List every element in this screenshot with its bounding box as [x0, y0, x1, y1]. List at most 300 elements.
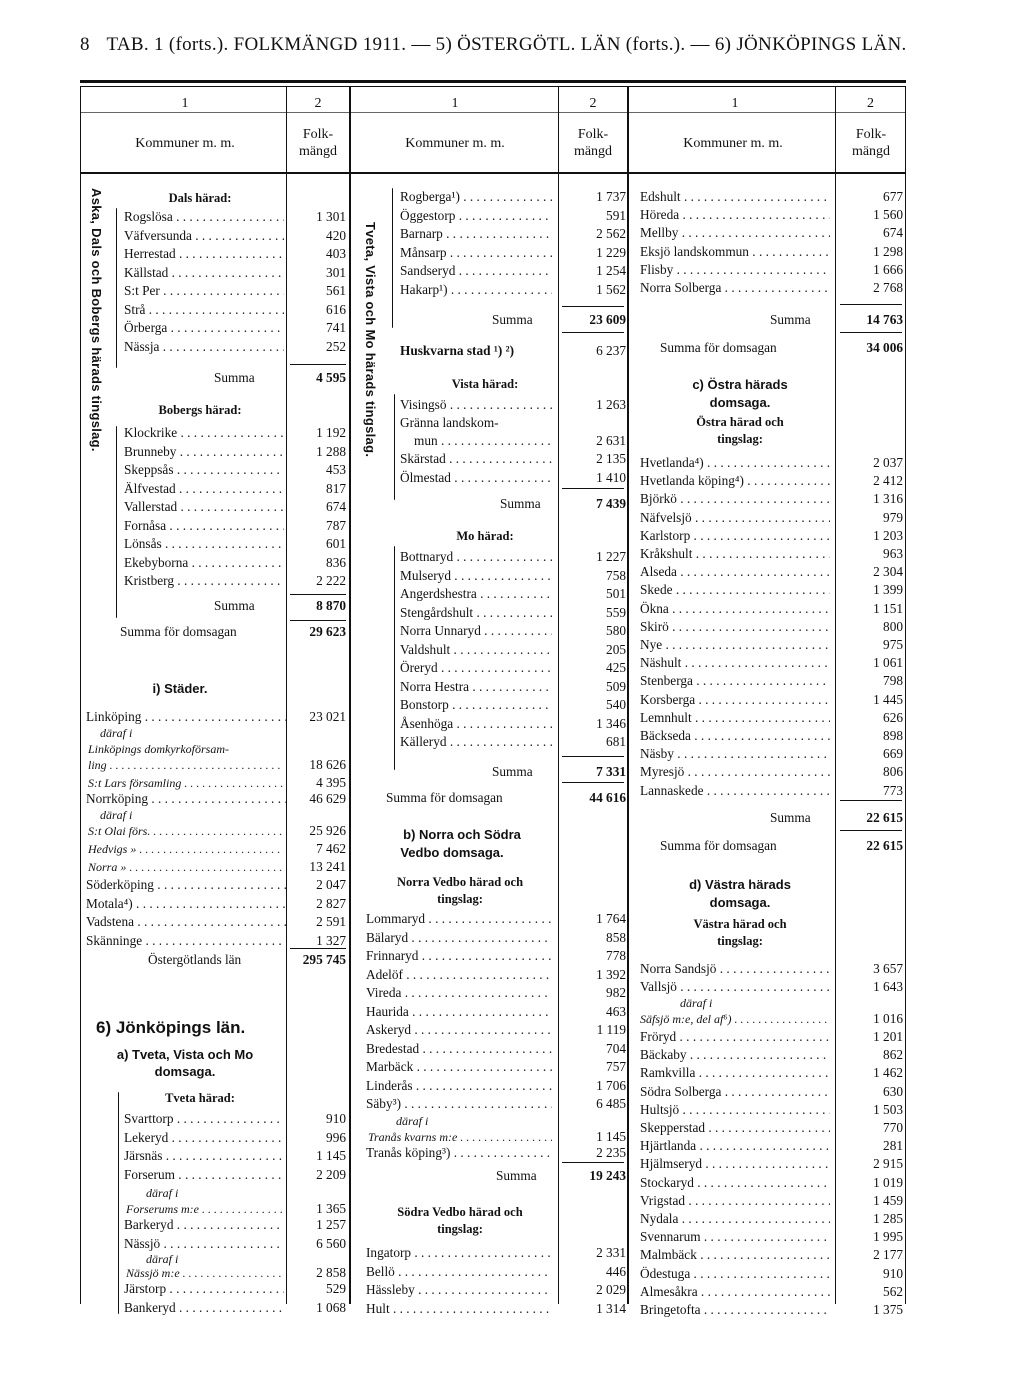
row-value: 1 145: [316, 1148, 346, 1163]
row-label: Linderås . . .: [366, 1077, 552, 1095]
summa-value-vista: 7 439: [596, 496, 626, 511]
row-label: Ramkvilla . . .: [640, 1064, 830, 1082]
row-value: 2 209: [316, 1166, 346, 1182]
row-label: Mulseryd . . .: [400, 567, 552, 585]
section-title-vastra: Västra härad och: [693, 917, 787, 931]
darav-label: däraf i: [146, 1252, 179, 1266]
row-label: Barkeryd . . .: [124, 1216, 284, 1234]
row-label: Järstorp . . .: [124, 1280, 284, 1298]
row-label: Kråkshult . . .: [640, 545, 830, 563]
row-value: 4 395: [316, 775, 346, 790]
darav-label: däraf i: [100, 726, 133, 740]
row-label: Svennarum . . .: [640, 1228, 830, 1246]
row-label: Norra Hestra . . .: [400, 678, 552, 696]
row-label: Bellö . . .: [366, 1263, 552, 1281]
row-label: Hässleby . . .: [366, 1281, 552, 1299]
row-label: Älfvestad . . .: [124, 480, 284, 498]
row-label: Lönsås . . .: [124, 535, 284, 553]
section-title-b-2: Vedbo domsaga.: [400, 845, 504, 860]
page-number: 8: [80, 34, 90, 55]
row-value: 561: [326, 283, 346, 298]
row-value: 979: [883, 509, 903, 525]
row-label: Vallsjö . . .: [640, 978, 830, 996]
sum-rule-ostra: [840, 800, 902, 801]
colnum-2a: 2: [314, 96, 322, 111]
row-label: ling . . .: [88, 756, 284, 774]
row-value: 2 304: [873, 564, 903, 580]
row-value: 1 666: [873, 261, 903, 277]
row-value: 1 285: [873, 1211, 903, 1226]
row-value: 425: [606, 660, 626, 675]
summa-value-sodra: 14 763: [866, 312, 903, 327]
row-label: Norra » . . .: [88, 858, 284, 876]
row-label: Linköping . . .: [86, 708, 286, 726]
row-value: 1 399: [873, 582, 903, 598]
row-value: 2 331: [596, 1245, 626, 1260]
row-label: Forserum . . .: [124, 1166, 284, 1184]
summa-value-ostra: 22 615: [866, 810, 903, 825]
row-label: S:t Lars församling . . .: [88, 774, 284, 792]
row-label: Vireda . . .: [366, 984, 552, 1002]
row-value: 501: [606, 586, 626, 601]
row-value: 1 019: [873, 1174, 903, 1190]
row-value: 674: [883, 225, 903, 241]
row-value: 2 915: [873, 1156, 903, 1172]
row-value: 2 047: [316, 877, 346, 892]
row-value: 758: [606, 567, 626, 583]
colnum-2c: 2: [867, 96, 874, 111]
summa-value-bobergs: 8 870: [316, 598, 346, 613]
row-label: Ökna . . .: [640, 600, 830, 618]
row-value: 23 021: [309, 709, 346, 724]
section-title-tveta-domsaga: a) Tveta, Vista och Mo: [116, 1047, 254, 1062]
row-label: Vallerstad . . .: [124, 498, 284, 516]
summa-value-dals: 4 595: [316, 370, 346, 385]
row-value: 1 365: [316, 1201, 346, 1216]
row-label: Lannaskede . . .: [640, 782, 830, 800]
row-label: Korsberga . . .: [640, 691, 830, 709]
row-value: 6 485: [596, 1096, 626, 1111]
row-label: Adelöf . . .: [366, 966, 552, 984]
colhead-kommuner-2: Kommuner m. m.: [405, 136, 505, 151]
row-value: 403: [326, 246, 346, 261]
row-value: 910: [326, 1111, 346, 1126]
row-label: Bringetofta . . .: [640, 1301, 830, 1319]
row-label: Norrköping . . .: [86, 790, 286, 808]
row-label: Skepperstad . . .: [640, 1119, 830, 1137]
row-value: 806: [883, 764, 903, 780]
brace-tveta-2: [392, 188, 393, 328]
row-value: 46 629: [309, 791, 346, 806]
sum-rule-huskvarna: [562, 332, 624, 333]
row-label: Mellby . . .: [640, 224, 830, 242]
row-value: 1 392: [596, 966, 626, 982]
row-value: 1 229: [596, 244, 626, 260]
section-title-norra-vedbo: Norra Vedbo härad och: [396, 875, 524, 889]
row-label: Kristberg . . .: [124, 572, 284, 590]
row-label: Skeppsås . . .: [124, 461, 284, 479]
col-rule-6: [905, 86, 906, 1304]
col-rule-0: [80, 86, 81, 1304]
row-label: Fornåsa . . .: [124, 517, 284, 535]
row-label: Flisby . . .: [640, 261, 830, 279]
row-label: Klockrike . . .: [124, 424, 284, 442]
row-value: 2 235: [596, 1145, 626, 1160]
row-label: Nye . . .: [640, 636, 830, 654]
section-title-d-2: domsaga.: [709, 895, 771, 910]
section-title-vista: Vista härad:: [451, 377, 519, 391]
header-bottom-rule: [80, 172, 906, 174]
row-label: Hultsjö . . .: [640, 1101, 830, 1119]
row-label: Norra Unnaryd . . .: [400, 622, 552, 640]
summa-label-bobergs: Summa: [214, 598, 255, 613]
row-value: 1 298: [873, 243, 903, 259]
row-value: 798: [883, 673, 903, 689]
row-label: Herrestad . . .: [124, 245, 284, 263]
row-value: 1 314: [596, 1300, 626, 1316]
row-value: 1 119: [596, 1022, 626, 1037]
row-value: 626: [883, 709, 903, 725]
sum-rule-vista: [562, 488, 624, 489]
row-label: Valdshult . . .: [400, 641, 552, 659]
row-label: Näshult . . .: [640, 654, 830, 672]
row-label: Hult . . .: [366, 1300, 552, 1318]
sum-rule-domsaga-4: [840, 830, 902, 831]
row-label: Stengårdshult . . .: [400, 604, 552, 622]
row-label: Källeryd . . .: [400, 733, 552, 751]
row-label: Ekebyborna . . .: [124, 554, 284, 572]
row-value: 1 257: [316, 1217, 346, 1232]
row-label: Alseda . . .: [640, 563, 830, 581]
row-value: 7 462: [316, 841, 346, 856]
row-value: 2 858: [316, 1265, 346, 1280]
row-label: Nässjö . . .: [124, 1235, 284, 1253]
sum-rule-dals: [290, 364, 346, 365]
row-label: mun . . .: [414, 432, 552, 450]
row-label: Edshult . . .: [640, 188, 830, 206]
row-label: Almesåkra . . .: [640, 1283, 830, 1301]
row-label: Norra Sandsjö . . .: [640, 960, 830, 978]
summa-value-domsaga-1: 29 623: [309, 624, 346, 639]
summa-label-ostra: Summa: [770, 810, 811, 825]
row-label: Rogberga¹) . . .: [400, 188, 552, 206]
section-title-dals: Dals härad:: [168, 191, 232, 205]
row-label: Nässjö m:e . . .: [126, 1264, 284, 1282]
row-value: 3 657: [873, 961, 903, 976]
row-label: Haurida . . .: [366, 1003, 552, 1021]
section-title-ostra: Östra härad och: [696, 415, 784, 429]
colhead-folkmangd-2: Folk-mängd: [573, 127, 613, 159]
row-label: Karlstorp . . .: [640, 527, 830, 545]
col-rule-2: [349, 86, 351, 1304]
row-label: Bäckseda . . .: [640, 727, 830, 745]
brace-tveta-1: [118, 1092, 119, 1314]
row-value: 1 327: [316, 932, 346, 948]
row-value: 1 503: [873, 1101, 903, 1117]
row-value: 540: [606, 697, 626, 712]
colhead-folkmangd-1: Folk-mängd: [298, 127, 338, 159]
row-label: Nässja . . .: [124, 338, 284, 356]
row-label: Myresjö . . .: [640, 763, 830, 781]
row-value: 301: [326, 264, 346, 280]
summa-value-tveta: 23 609: [589, 312, 626, 327]
row-label: Fröryd . . .: [640, 1028, 830, 1046]
section-title-jonkoping: 6) Jönköpings län.: [96, 1018, 246, 1037]
row-value: 453: [326, 462, 346, 477]
row-value: 975: [883, 637, 903, 652]
summa-label-lan: Östergötlands län: [148, 952, 242, 967]
row-label: Källstad . . .: [124, 264, 284, 282]
summa-value-domsaga-4: 22 615: [866, 838, 903, 853]
row-value: 2 222: [316, 573, 346, 588]
summa-value-mo: 7 331: [596, 764, 626, 779]
row-value: 601: [326, 536, 346, 551]
section-title-b: b) Norra och Södra: [403, 827, 521, 842]
row-label: Vrigstad . . .: [640, 1192, 830, 1210]
summa-label-dals: Summa: [214, 370, 255, 385]
section-title-mo: Mo härad:: [456, 529, 514, 543]
row-label: Ingatorp . . .: [366, 1244, 552, 1262]
colnum-1c: 1: [731, 96, 739, 111]
row-value: 674: [326, 499, 346, 514]
row-value: 770: [883, 1120, 903, 1135]
sum-rule-norra-vedbo: [562, 1162, 624, 1163]
row-label: Skede . . .: [640, 581, 830, 599]
row-label: Askeryd . . .: [366, 1021, 552, 1039]
row-value: 2 591: [316, 914, 346, 929]
row-label: Hjälmseryd . . .: [640, 1155, 830, 1173]
row-label: Järsnäs . . .: [124, 1147, 284, 1165]
section-title-c-2: domsaga.: [709, 395, 771, 410]
row-label: Söderköping . . .: [86, 876, 286, 894]
sum-rule-tveta: [562, 306, 624, 307]
summa-label-domsaga-4: Summa för domsagan: [660, 838, 777, 853]
row-label: Norra Solberga . . .: [640, 279, 830, 297]
row-value: 509: [606, 678, 626, 694]
row-value: 25 926: [309, 823, 346, 838]
row-value: 2 562: [596, 226, 626, 241]
row-label: Hedvigs » . . .: [88, 840, 284, 858]
row-value: 862: [883, 1047, 903, 1063]
row-label: Nydala . . .: [640, 1210, 830, 1228]
row-label: Skirö . . .: [640, 618, 830, 636]
row-label: Gränna landskom-: [400, 415, 499, 430]
row-value: 800: [883, 618, 903, 634]
row-label: Skänninge . . .: [86, 932, 286, 950]
section-title-tveta-domsaga-2: domsaga.: [154, 1064, 216, 1079]
section-title-sodra-vedbo: Södra Vedbo härad och: [397, 1205, 523, 1219]
page-title: TAB. 1 (forts.). FOLKMÄNGD 1911. — 5) ÖSTERGÖTL. LÄN (forts.). — 6) JÖNKÖPINGS LÄN.: [106, 34, 907, 55]
row-label: S:t Per . . .: [124, 282, 284, 300]
section-title-bobergs: Bobergs härad:: [158, 403, 242, 417]
row-value: 669: [883, 746, 903, 762]
section-title-stader: i) Städer.: [152, 681, 208, 696]
row-label: Vadstena . . .: [86, 913, 286, 931]
row-value: 858: [606, 929, 626, 945]
row-value: 463: [606, 1003, 626, 1019]
row-value: 529: [326, 1281, 346, 1296]
row-value: 681: [606, 734, 626, 749]
row-value: 1 737: [596, 189, 626, 204]
sum-rule-mo: [562, 756, 624, 757]
row-value: 1 151: [873, 600, 903, 616]
page-header: [80, 34, 907, 56]
sum-rule-domsaga-3: [840, 332, 902, 333]
section-title-d: d) Västra härads: [689, 877, 791, 892]
sum-rule-bobergs: [290, 594, 346, 595]
summa-label-domsaga-2: Summa för domsagan: [386, 790, 503, 805]
row-label: Näfvelsjö . . .: [640, 509, 830, 527]
colhead-kommuner-3: Kommuner m. m.: [683, 136, 783, 151]
section-title-tveta: Tveta härad:: [165, 1091, 235, 1105]
row-label: Malmbäck . . .: [640, 1246, 830, 1264]
row-value: 6 560: [316, 1235, 346, 1251]
row-value: 13 241: [309, 859, 346, 874]
row-label: Bälaryd . . .: [366, 929, 552, 947]
row-label: Åsenhöga . . .: [400, 715, 552, 733]
row-label: Månsarp . . .: [400, 244, 552, 262]
row-value: 1 410: [596, 469, 626, 485]
summa-value-norra-vedbo: 19 243: [589, 1168, 626, 1183]
row-label: Barnarp . . .: [400, 225, 552, 243]
row-label: Bredestad . . .: [366, 1040, 552, 1058]
row-value: 2 631: [596, 433, 626, 448]
row-label: Örberga . . .: [124, 319, 284, 337]
row-value: 630: [883, 1083, 903, 1099]
summa-label-norra-vedbo: Summa: [496, 1168, 537, 1183]
row-value: 2 037: [873, 455, 903, 470]
row-value: 2 827: [316, 895, 346, 911]
row-value: 778: [606, 948, 626, 963]
row-value: 1 203: [873, 527, 903, 543]
row-label: Höreda . . .: [640, 206, 830, 224]
row-value: 205: [606, 641, 626, 657]
row-label: Rogslösa . . .: [124, 208, 284, 226]
row-value: 2 768: [873, 280, 903, 295]
row-label: Hjärtlanda . . .: [640, 1137, 830, 1155]
row-value: 1 301: [316, 209, 346, 224]
row-label: Bottnaryd . . .: [400, 548, 552, 566]
row-label: Skärstad . . .: [400, 450, 552, 468]
summa-label-mo: Summa: [492, 764, 533, 779]
row-label: Frinnaryd . . .: [366, 947, 552, 965]
row-value: 591: [606, 207, 626, 223]
colhead-folkmangd-3: Folk-mängd: [851, 127, 891, 159]
row-label: Tranås kvarns m:e . . .: [368, 1128, 552, 1146]
row-value: 580: [606, 623, 626, 638]
darav-label: däraf i: [680, 996, 713, 1010]
row-value: 1 560: [873, 207, 903, 223]
row-label: Ölmestad . . .: [400, 469, 552, 487]
row-value: 1 316: [873, 491, 903, 507]
row-label: Huskvarna stad ¹) ²): [400, 343, 514, 358]
brace-bobergs: [116, 426, 117, 618]
row-value: 773: [883, 782, 903, 798]
row-label: Stenberga . . .: [640, 672, 830, 690]
row-label: Svarttorp . . .: [124, 1110, 284, 1128]
row-value: 898: [883, 728, 903, 743]
vertical-label-tveta: Tveta, Vista och Mo härads tingslag.: [363, 222, 378, 458]
row-value: 741: [326, 320, 346, 335]
row-value: 1 061: [873, 655, 903, 671]
row-value: 616: [326, 301, 346, 317]
row-value: 1 192: [316, 425, 346, 440]
row-label: Öreryd . . .: [400, 659, 552, 677]
row-value: 1 227: [596, 549, 626, 564]
row-value: 1 562: [596, 281, 626, 297]
row-label: Sandseryd . . .: [400, 262, 552, 280]
colnum-1a: 1: [181, 96, 189, 111]
section-title-norra-vedbo-2: tingslag:: [437, 892, 483, 906]
brace-vista: [394, 394, 395, 500]
row-label: Marbäck . . .: [366, 1058, 552, 1076]
row-value: 1 263: [596, 397, 626, 412]
row-value: 252: [326, 338, 346, 354]
row-value: 982: [606, 985, 626, 1000]
row-value: 2 177: [873, 1247, 903, 1263]
row-label: Bäckaby . . .: [640, 1046, 830, 1064]
row-label: Eksjö landskommun . . .: [640, 243, 830, 261]
row-label: Väfversunda . . .: [124, 227, 284, 245]
colnum-1b: 1: [451, 96, 459, 111]
row-label: Säby³) . . .: [366, 1095, 552, 1113]
row-value: 704: [606, 1040, 626, 1056]
row-label: Stockaryd . . .: [640, 1174, 830, 1192]
row-value: 18 626: [309, 757, 346, 772]
sum-rule-domsaga-2: [562, 782, 624, 783]
row-value: 757: [606, 1059, 626, 1074]
row-value: 2 412: [873, 473, 903, 489]
row-value: 1 145: [596, 1129, 626, 1144]
row-label: Tranås köping³) . . .: [366, 1144, 552, 1162]
summa-label-domsaga-3: Summa för domsagan: [660, 340, 777, 355]
row-label: Forserums m:e . . .: [126, 1200, 284, 1218]
top-rule-thick: [80, 80, 906, 83]
row-value: 1 016: [873, 1011, 903, 1026]
row-value: 562: [883, 1283, 903, 1299]
row-value: 1 346: [596, 715, 626, 731]
row-label: S:t Olai förs. . . .: [88, 822, 284, 840]
row-value: 1 643: [873, 979, 903, 994]
row-value: 420: [326, 227, 346, 243]
row-label: Linköpings domkyrkoförsam-: [88, 742, 229, 756]
row-label: Säfsjö m:e, del af⁶) . . .: [640, 1010, 830, 1028]
row-value: 1 764: [596, 911, 626, 926]
summa-label-sodra: Summa: [770, 312, 811, 327]
colhead-kommuner-1: Kommuner m. m.: [135, 136, 235, 151]
row-label: Visingsö . . .: [400, 396, 552, 414]
vertical-label-aska: Aska, Dals och Bobergs härads tingslag.: [89, 188, 104, 452]
row-value: 2 135: [596, 451, 626, 466]
header-num-rule: [80, 112, 906, 113]
row-label: Bankeryd . . .: [124, 1299, 284, 1317]
section-title-c: c) Östra härads: [692, 377, 788, 392]
row-value: 910: [883, 1265, 903, 1281]
row-value: 1 254: [596, 263, 626, 278]
row-label: Angerdshestra . . .: [400, 585, 552, 603]
row-value: 1 288: [316, 443, 346, 459]
row-label: Bonstorp . . .: [400, 696, 552, 714]
summa-value-lan: 295 745: [302, 952, 346, 967]
summa-label-domsaga-1: Summa för domsagan: [120, 624, 237, 639]
row-label: Hakarp¹) . . .: [400, 281, 552, 299]
top-rule-thin: [80, 86, 906, 87]
sum-rule-domsaga-1: [290, 620, 346, 621]
row-value: 1 445: [873, 691, 903, 707]
row-label: Brunneby . . .: [124, 443, 284, 461]
row-value: 281: [883, 1138, 903, 1154]
row-label: Lommaryd . . .: [366, 910, 552, 928]
